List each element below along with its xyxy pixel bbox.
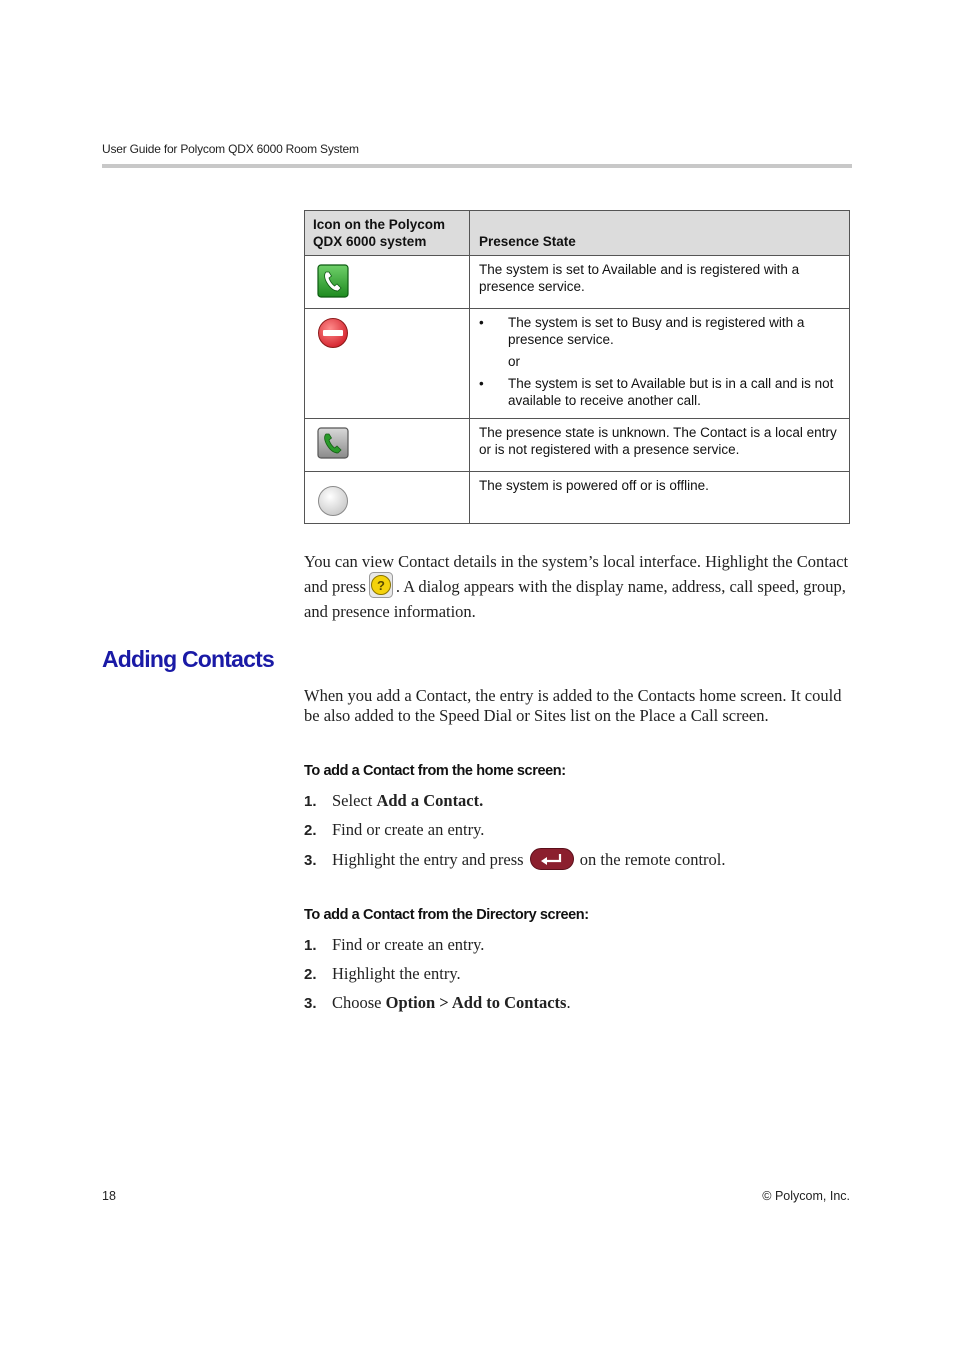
step-text: Find or create an entry. <box>332 820 485 839</box>
icon-cell <box>305 256 470 309</box>
step-number: 1. <box>304 937 317 954</box>
bullet-dot: • <box>479 315 484 330</box>
green-phone-icon <box>317 264 349 302</box>
header-rule <box>102 164 852 168</box>
procedure-step <box>304 992 571 1014</box>
procedure-step <box>304 963 461 985</box>
info-button-icon <box>369 572 393 603</box>
col-header-icon: Icon on the Polycom QDX 6000 system <box>305 211 470 256</box>
table-row <box>305 256 850 309</box>
enter-button-icon <box>530 848 574 876</box>
step-bold-text: Option > Add to Contacts <box>385 993 567 1012</box>
step-text: Highlight the entry and press <box>332 850 524 869</box>
step-number: 3. <box>304 995 317 1012</box>
procedure-step <box>304 819 484 841</box>
col-header-presence-state: Presence State <box>470 211 850 256</box>
procedure-step <box>304 790 483 812</box>
icon-cell <box>305 309 470 419</box>
presence-description <box>470 309 850 419</box>
icon-cell <box>305 472 470 524</box>
gray-circle-icon <box>317 485 349 521</box>
step-text: Highlight the entry. <box>332 964 461 983</box>
table-row <box>305 309 850 419</box>
step-text: on the remote control. <box>579 850 726 869</box>
icon-cell <box>305 419 470 472</box>
procedure-title: To add a Contact from the Directory screen: <box>304 907 589 923</box>
table-header-row <box>305 211 850 256</box>
gray-phone-icon <box>317 427 349 463</box>
intro-text-1: You can view Contact details in the system’s local interface. Highlight the Contact and press <box>304 552 849 596</box>
procedure-step <box>304 934 484 956</box>
red-busy-icon <box>317 317 349 353</box>
step-number: 3. <box>304 852 317 869</box>
step-text: . <box>566 993 571 1012</box>
bullet-text: The system is set to Busy and is registered with a presence service. <box>508 315 805 347</box>
intro-text-2: . A dialog appears with the display name, address, call speed, group, and presence information. <box>304 576 846 621</box>
copyright: © Polycom, Inc. <box>762 1189 850 1203</box>
step-number: 1. <box>304 793 317 810</box>
bullet-text: The system is set to Available but is in a call and is not available to receive another call. <box>508 376 834 408</box>
or-separator: or <box>508 354 521 369</box>
step-number: 2. <box>304 966 317 983</box>
page-number: 18 <box>102 1189 116 1203</box>
procedure-title: To add a Contact from the home screen: <box>304 763 566 779</box>
running-header: User Guide for Polycom QDX 6000 Room System <box>102 142 359 156</box>
step-number: 2. <box>304 822 317 839</box>
svg-text:?: ? <box>376 577 385 593</box>
table-row <box>305 472 850 524</box>
presence-description: The system is set to Available and is registered with a presence service. <box>470 256 850 309</box>
step-text: Choose <box>332 993 386 1012</box>
presence-description: The system is powered off or is offline. <box>470 472 850 524</box>
intro-paragraph <box>304 552 852 622</box>
section-paragraph: When you add a Contact, the entry is added to the Contacts home screen. It could be also added to the Speed Dial or Sites list on the Place a Call screen. <box>304 686 842 725</box>
step-text: Find or create an entry. <box>332 935 485 954</box>
bullet-item <box>479 375 840 409</box>
presence-state-table <box>304 210 850 524</box>
bullet-item <box>479 314 840 348</box>
section-heading: Adding Contacts <box>102 646 274 672</box>
presence-description: The presence state is unknown. The Contact is a local entry or is not registered with a presence service. <box>470 419 850 472</box>
table-row <box>305 419 850 472</box>
procedure-step <box>304 848 726 870</box>
step-text: Select <box>332 791 377 810</box>
step-bold-text: Add a Contact. <box>376 791 484 810</box>
bullet-dot: • <box>479 376 484 391</box>
